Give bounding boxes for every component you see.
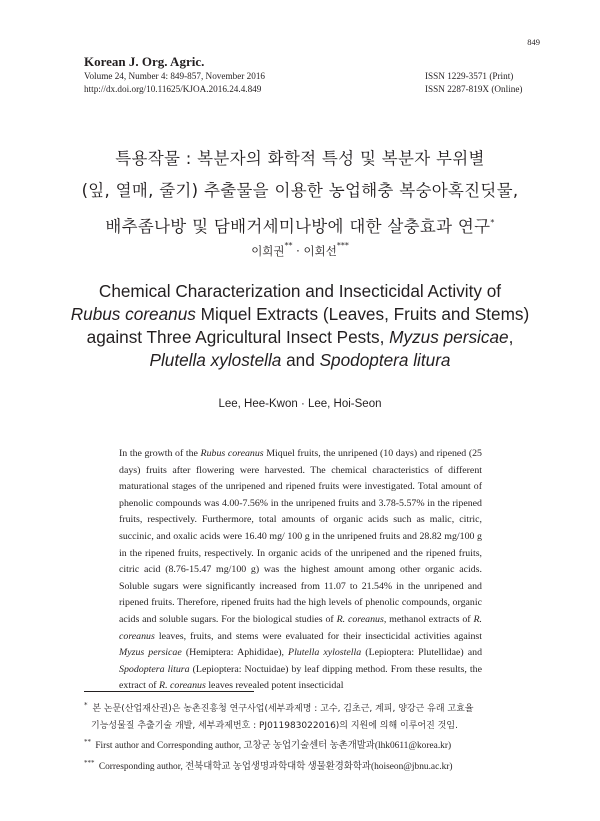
footnote-mark: * (84, 701, 88, 709)
footnote-first-author-text: First author and Corresponding author, 고창군 농업기술센터 농촌개발과(lhk0611@korea.kr) (93, 741, 452, 751)
abstract-species: Rubus coreanus (200, 448, 264, 459)
english-title-line-3-end: , (508, 327, 514, 347)
korean-authors (0, 241, 600, 259)
abstract-species: Myzus persicae (119, 647, 182, 659)
english-title-line-3 (30, 326, 570, 349)
footnote-funding-line-2: 기능성물질 추출기술 개발, 세부과제번호 : PJ011983022016)의 지원에 의해 이루어진 것임. (91, 720, 458, 731)
abstract-text: Miquel fruits, the unripened (10 days) and ripened (25 days) fruits after flowering were harvested. The chemical characteristics of different maturational stages of the unripened and ripened fruits were investigated. Total amount of phenolic compounds was 4.00-7.56% in the unripened fruits and 3.78-5.57% in the ripened fruits, respectively. Furthermore, total amounts of organic acids such as malic, citric, succinic, and oxalic acids were 16.40 mg/ 100 g in the unripened fruits and 28.82 mg/100 g in the ripened fruits, respectively. In organic acids of the unripened and the ripened fruits, citric acid (8.76-15.47 mg/100 g) was the highest amount among other organic acids. Soluble sugars were significantly increased from 11.07 to 21.54% in the unripened and ripened fruits. Therefore, ripened fruits had the high levels of phenolic compounds, organic acids and soluble sugars. For the biological studies of (119, 448, 482, 625)
abstract-text: leaves, fruits, and stems were evaluated for their insecticidal activities against (154, 630, 482, 642)
abstract-species: R. coreanus (336, 613, 384, 625)
issn-print: ISSN 1229-3571 (Print) (425, 71, 514, 81)
abstract-text: In the growth of the (119, 448, 201, 459)
page-number: 849 (527, 37, 540, 47)
abstract-text: leaves revealed potent insecticidal (205, 680, 344, 692)
volume-line: Volume 24, Number 4: 849-857, November 2016 (84, 71, 266, 81)
english-title-line-2-rest: Miquel Extracts (Leaves, Fruits and Stems) (195, 304, 530, 324)
abstract-text: (Hemiptera: Aphididae), (181, 647, 289, 659)
english-title-line-2 (30, 303, 570, 326)
author-2-ko: 이회선 (303, 244, 337, 258)
footnote-funding (84, 697, 524, 718)
issn-online: ISSN 2287-819X (Online) (425, 84, 523, 94)
abstract-text: (Lepioptera: Noctuidae) by leaf dipping method. From these results, the extract of (119, 663, 482, 692)
abstract-species: Spodoptera litura (119, 663, 190, 675)
abstract (119, 446, 482, 695)
species-spodoptera: Spodoptera litura (319, 350, 451, 370)
author-1-ko: 이희권 (251, 244, 285, 258)
abstract-species: Plutella xylostella (288, 647, 362, 659)
english-title-line-4-mid: and (281, 350, 320, 370)
footnote-mark: ** (84, 738, 91, 746)
footnotes (84, 697, 524, 775)
english-title-line-3-start: against Three Agricultural Insect Pests, (86, 327, 390, 347)
english-title-line-4 (30, 349, 570, 372)
journal-name: Korean J. Org. Agric. (84, 54, 205, 69)
abstract-text: (Lepioptera: Plutellidae) and (361, 647, 483, 659)
footnote-first-author (84, 734, 524, 755)
abstract-text: , methanol extracts of (383, 613, 474, 625)
korean-title-line-2: (잎, 열매, 줄기) 추출물을 이용한 농업해충 복숭아혹진딧물, (81, 181, 519, 200)
english-title-line-1: Chemical Characterization and Insecticidal Activity of (98, 281, 502, 301)
issn-block (425, 70, 522, 96)
species-plutella: Plutella xylostella (149, 350, 282, 370)
korean-title-line-1: 특용작물 : 복분자의 화학적 특성 및 복분자 부위별 (115, 149, 485, 168)
footnote-corresponding-author-text: Corresponding author, 전북대학교 농업생명과학대학 생물환경화학과(hoiseon@jbnu.ac.kr) (96, 761, 453, 772)
footnote-corresponding-author (84, 755, 524, 776)
funding-footnote-mark: * (490, 218, 495, 227)
species-myzus: Myzus persicae (389, 327, 509, 347)
english-title (30, 280, 570, 372)
footnote-funding-line-1: 본 논문(산업재산권)은 농촌진흥청 연구사업(세부과제명 : 고수, 김초근, 계피, 양강근 유래 고효율 (89, 704, 474, 714)
footnote-mark: *** (84, 758, 95, 767)
species-rubus: Rubus coreanus (70, 304, 196, 324)
abstract-species: R. coreanus (159, 680, 206, 692)
korean-title-line-3 (30, 207, 570, 243)
korean-title-line-3-text: 배추좀나방 및 담배거세미나방에 대한 살충효과 연구 (105, 217, 491, 236)
doi-link[interactable]: http://dx.doi.org/10.11625/KJOA.2016.24.4.849 (84, 84, 262, 94)
footnote-divider (84, 691, 254, 692)
author-2-mark: *** (336, 241, 349, 250)
author-separator: · (292, 244, 304, 258)
korean-title (30, 143, 570, 243)
author-1-mark: ** (284, 241, 293, 250)
abstract-species: R. coreanus (119, 613, 482, 642)
english-authors: Lee, Hee-Kwon · Lee, Hoi-Seon (218, 398, 382, 410)
citation-block (84, 70, 265, 96)
